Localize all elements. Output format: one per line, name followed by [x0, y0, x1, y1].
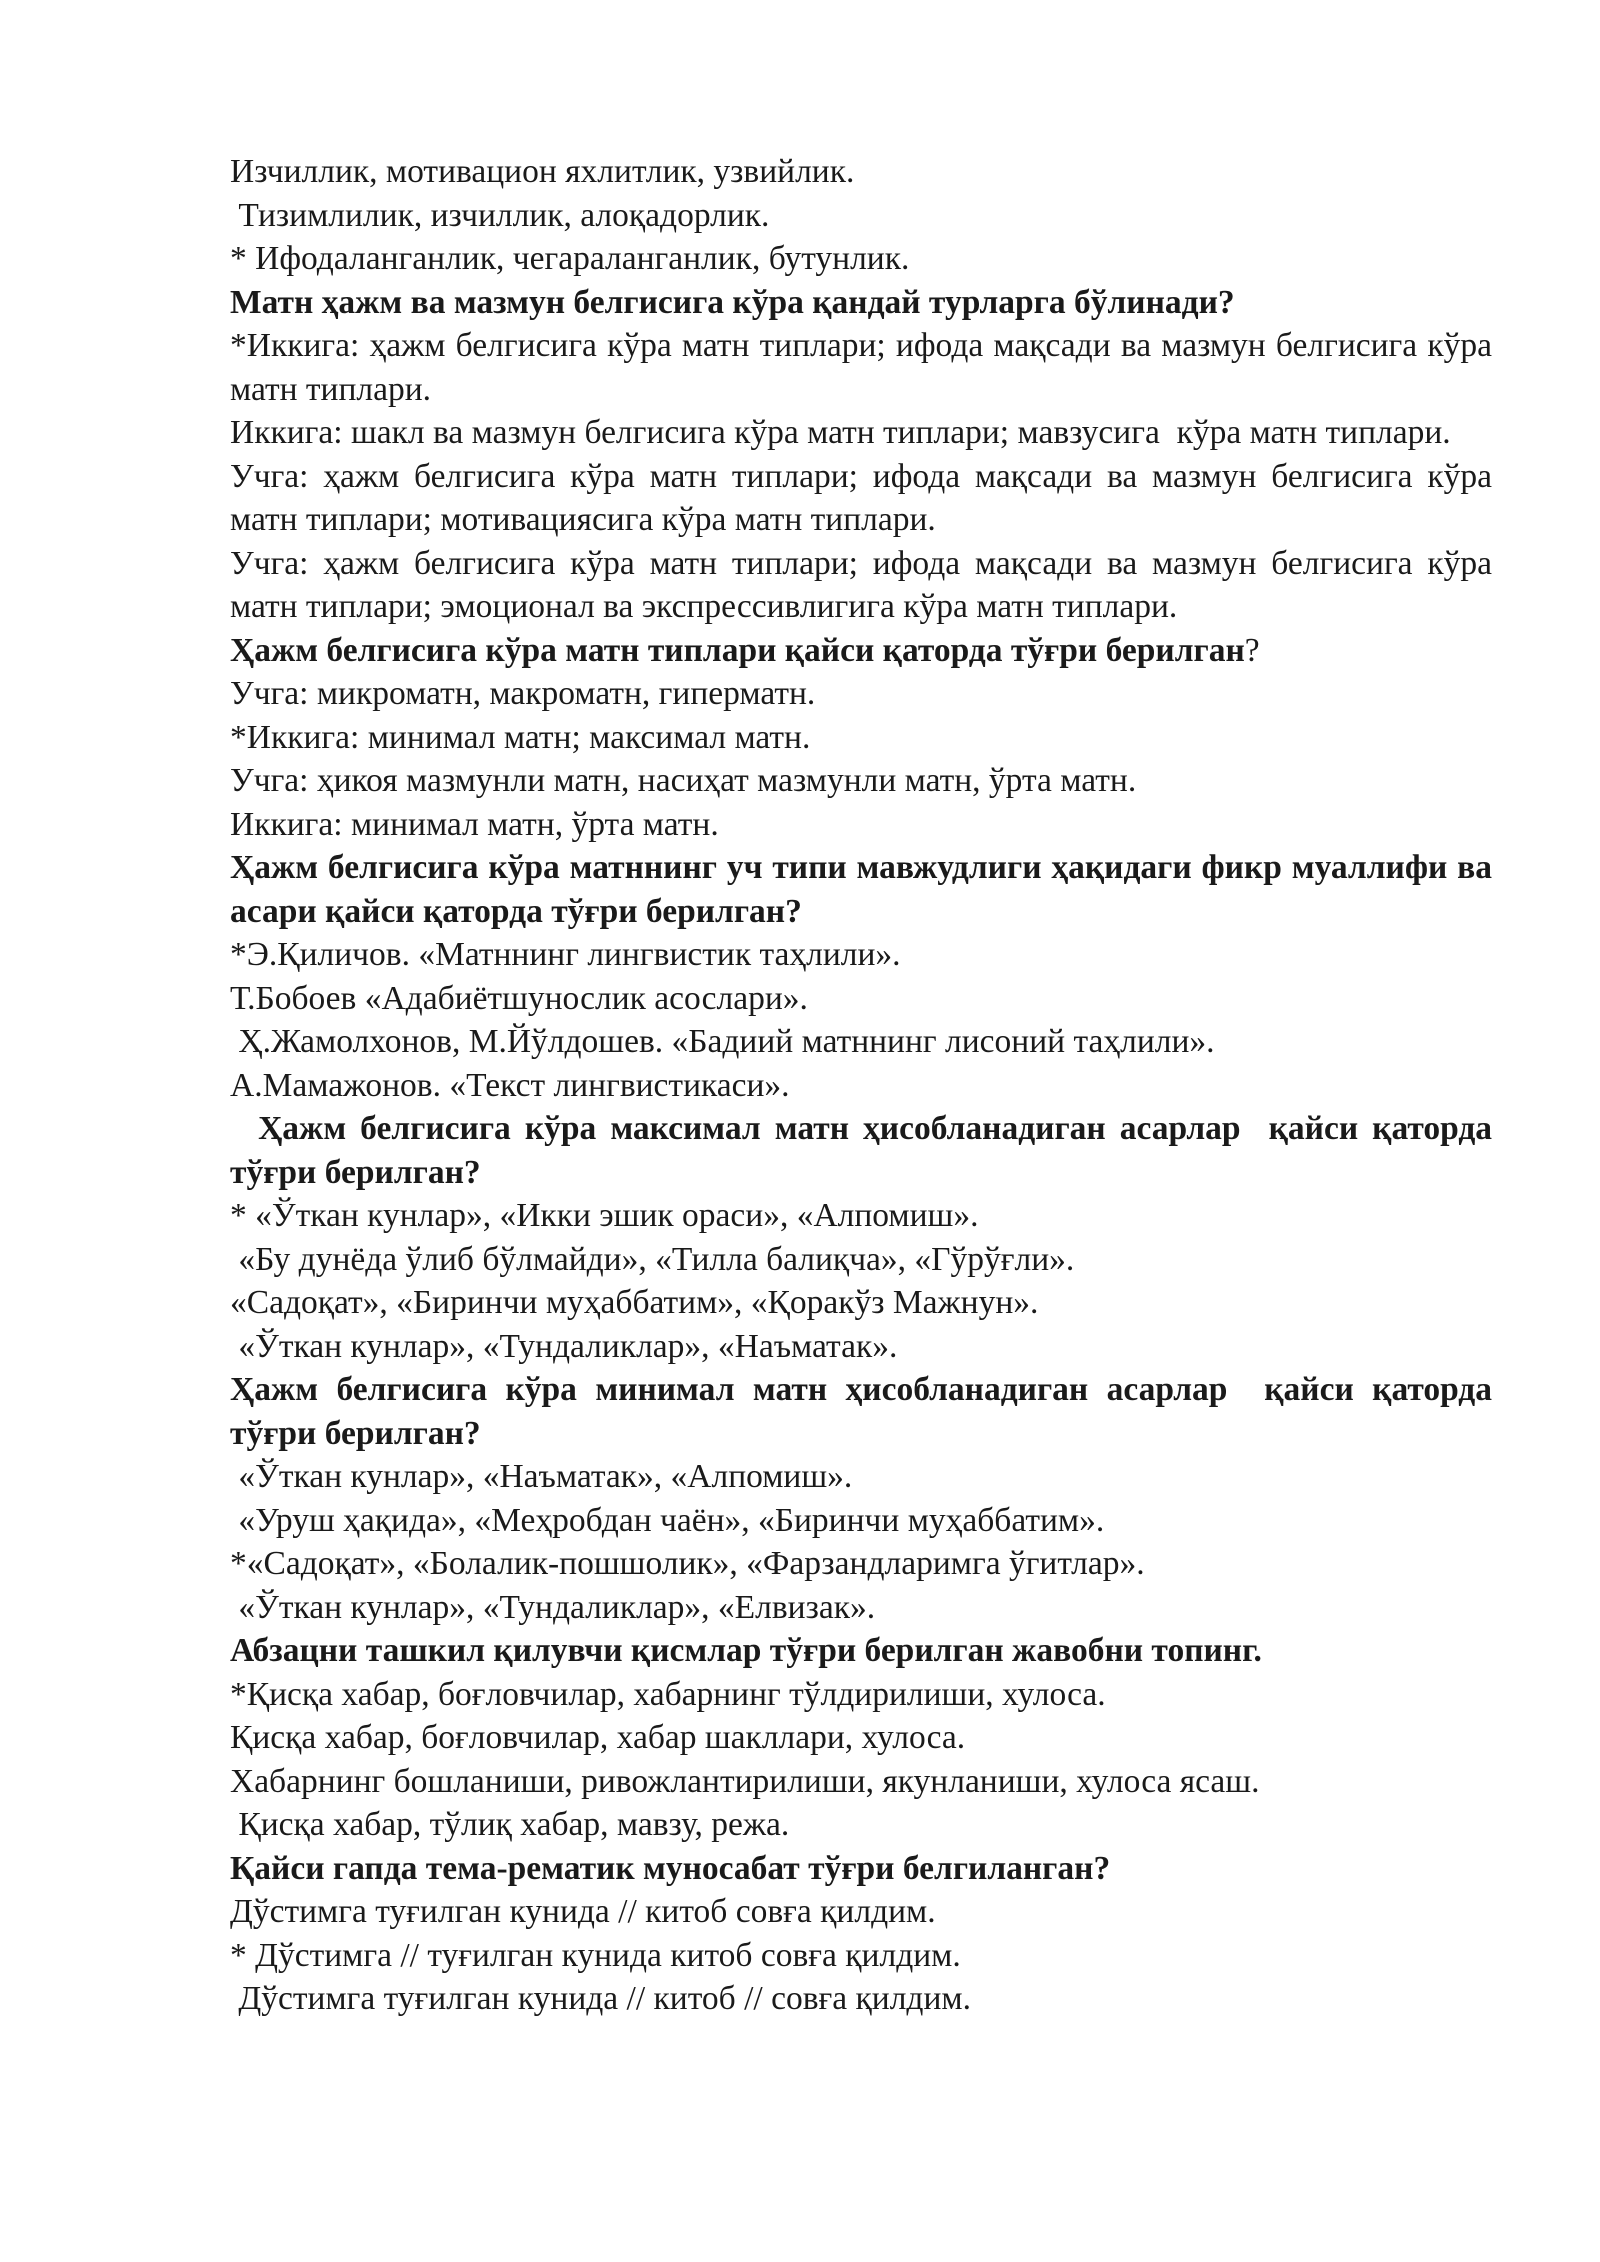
answer-option: «Уруш ҳақида», «Меҳробдан чаён», «Биринчи муҳаббатим». — [230, 1501, 1105, 1539]
document-page — [230, 150, 1501, 2021]
answer-option: Т.Бобоев «Адабиётшунослик асослари». — [230, 979, 808, 1017]
answer-option: * Дўстимга // туғилган кунида китоб совға қилдим. — [230, 1936, 961, 1974]
answer-option: Учга: ҳикоя мазмунли матн, насиҳат мазмунли матн, ўрта матн. — [230, 762, 1137, 799]
answer-option: Иккига: минимал матн, ўрта матн. — [230, 805, 719, 843]
text-line: Изчиллик, мотивацион яхлитлик, узвийлик. — [230, 153, 855, 190]
question-heading: Абзацни ташкил қилувчи қисмлар тўғри берилган жавобни топинг. — [230, 1632, 1262, 1669]
answer-option: Учга: ҳажм белгисига кўра матн типлари; ифода мақсади ва мазмун белгисига кўра матн типлари; эмоционал ва экспрессивлигига кўра матн типлари. — [230, 544, 1501, 625]
answer-option: *Иккига: минимал матн; максимал матн. — [230, 718, 811, 756]
answer-option: *«Садоқат», «Болалик-пошшолик», «Фарзандларимга ўгитлар». — [230, 1545, 1145, 1582]
answer-option: Учга: микроматн, макроматн, гиперматн. — [230, 675, 816, 712]
question-heading: Ҳажм белгисига кўра максимал матн ҳисобланадиган асарлар қайси қаторда тўғри берилган? — [230, 1110, 1501, 1191]
answer-option: *Қисқа хабар, боғловчилар, хабарнинг тўлдирилиши, хулоса. — [230, 1675, 1106, 1713]
question-heading: Ҳажм белгисига кўра минимал матн ҳисобланадиган асарлар қайси қаторда тўғри берилган? — [230, 1371, 1501, 1452]
answer-option: «Бу дунёда ўлиб бўлмайди», «Тилла балиқча», «Гўрўғли». — [230, 1240, 1075, 1278]
question-heading: Ҳажм белгисига кўра матннинг уч типи мавжудлиги ҳақидаги фикр муаллифи ва асари қайси қаторда тўғри берилган? — [230, 849, 1501, 930]
answer-option: А.Мамажонов. «Текст лингвистикаси». — [230, 1066, 790, 1104]
answer-option: *Иккига: ҳажм белгисига кўра матн типлари; ифода мақсади ва мазмун белгисига кўра матн типлари. — [230, 327, 1501, 408]
answer-option: Қисқа хабар, тўлиқ хабар, мавзу, режа. — [230, 1806, 790, 1843]
question-heading: Қайси гапда тема-рематик муносабат тўғри белгиланган? — [230, 1849, 1111, 1887]
answer-option: Дўстимга туғилган кунида // китоб // совға қилдим. — [230, 1980, 971, 2017]
answer-option: Дўстимга туғилган кунида // китоб совға қилдим. — [230, 1893, 936, 1930]
question-mark: ? — [1244, 631, 1260, 669]
answer-option: «Ўткан кунлар», «Наъматак», «Алпомиш». — [230, 1458, 853, 1495]
answer-option: Хабарнинг бошланиши, ривожлантирилиши, якунланиши, хулоса ясаш. — [230, 1762, 1260, 1800]
answer-option: «Ўткан кунлар», «Тундаликлар», «Елвизак». — [230, 1588, 876, 1626]
text-line: Тизимлилик, изчиллик, алоқадорлик. — [230, 196, 770, 234]
answer-option: Қисқа хабар, боғловчилар, хабар шакллари, хулоса. — [230, 1719, 966, 1756]
question-heading: Ҳажм белгисига кўра матн типлари қайси қаторда тўғри берилган? — [230, 631, 1260, 669]
answer-option: * «Ўткан кунлар», «Икки эшик ораси», «Алпомиш». — [230, 1197, 979, 1234]
answer-option: «Ўткан кунлар», «Тундаликлар», «Наъматак». — [230, 1327, 898, 1365]
answer-option: Учга: ҳажм белгисига кўра матн типлари; ифода мақсади ва мазмун белгисига кўра матн типлари; мотивациясига кўра матн типлари. — [230, 457, 1501, 538]
text-line: * Ифодаланганлик, чегараланганлик, бутунлик. — [230, 240, 910, 277]
answer-option: Иккига: шакл ва мазмун белгисига кўра матн типлари; мавзусига кўра матн типлари. — [230, 414, 1451, 451]
answer-option: «Садоқат», «Биринчи муҳаббатим», «Қоракўз Мажнун». — [230, 1284, 1039, 1321]
answer-option: Ҳ.Жамолхонов, М.Йўлдошев. «Бадиий матннинг лисоний таҳлили». — [230, 1023, 1215, 1060]
answer-option: *Э.Қиличов. «Матннинг лингвистик таҳлили». — [230, 936, 901, 973]
question-heading: Матн ҳажм ва мазмун белгисига кўра қандай турларга бўлинади? — [230, 283, 1235, 321]
